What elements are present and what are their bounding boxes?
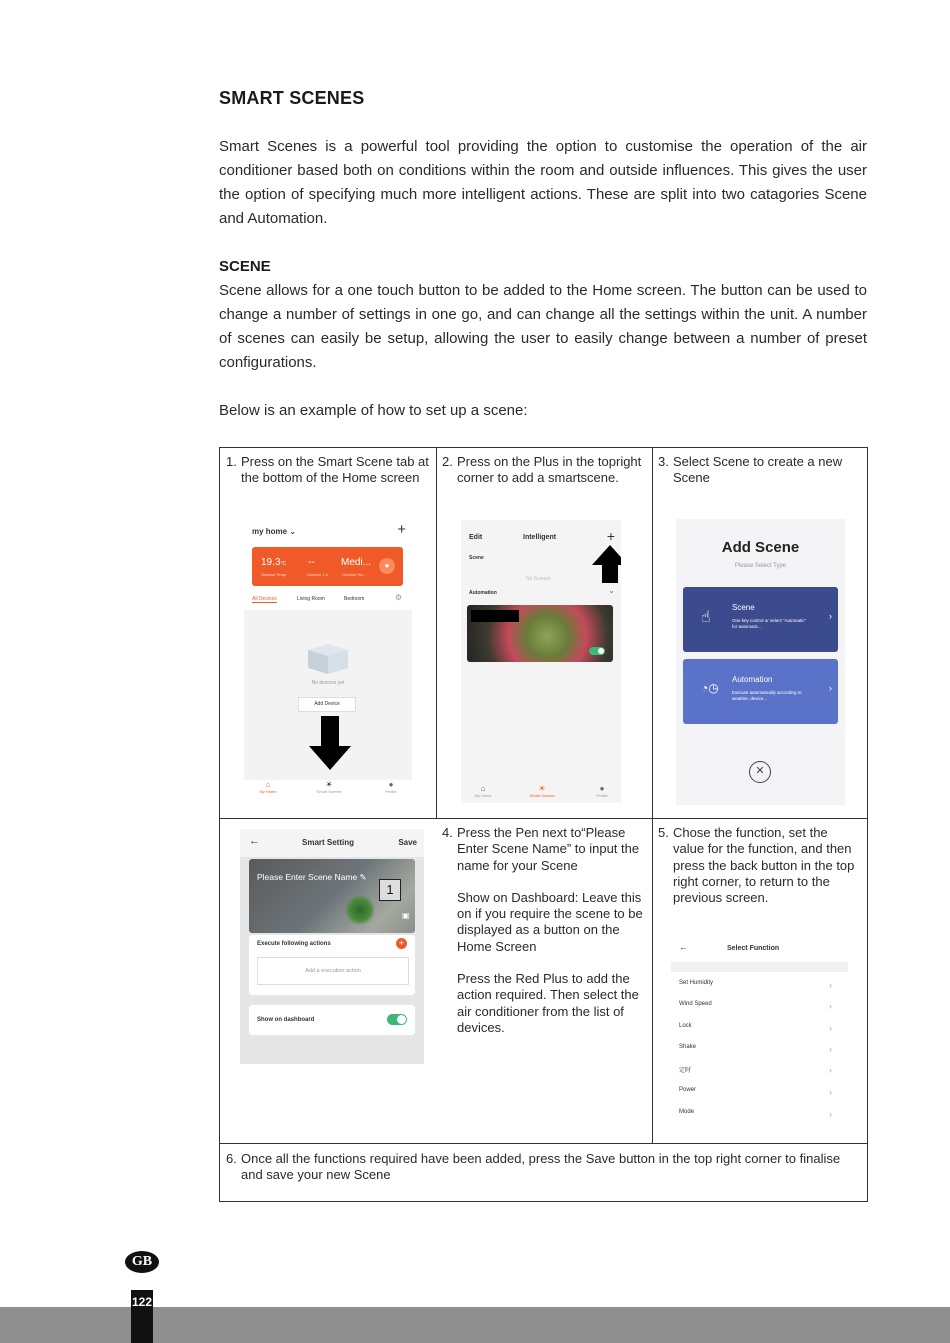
- nav-smart-scenes[interactable]: ☀ Smart Scenes: [316, 780, 342, 794]
- screenshot-intelligent: [461, 520, 621, 803]
- add-action-icon[interactable]: +: [396, 938, 407, 949]
- room-tab-living[interactable]: Living Room: [297, 596, 325, 602]
- down-arrow-icon: [309, 716, 351, 770]
- function-item[interactable]: Lock ›: [679, 1023, 832, 1033]
- steps-table: [219, 447, 868, 1202]
- hand-touch-icon: ☝: [701, 609, 711, 626]
- nav-smart-scenes[interactable]: ☀ Smart Scenes: [529, 784, 555, 798]
- weather-card: 19.3°C -- Medi... Outdoor Temp Outdoor 1:0 Outdoor Hu... ●: [252, 547, 403, 586]
- chevron-down-icon[interactable]: ⌄: [608, 586, 615, 595]
- image-icon[interactable]: ▣: [402, 911, 410, 920]
- scene-paragraph: Scene allows for a one touch button to be added to the Home screen. The button can be used to change a number of settings in one go, and can change all the settings within the unit. A number of scenes can easily be setup, allowing the user to easily change between a number of preset configurations.: [219, 282, 867, 371]
- screenshot-select-function: [671, 936, 848, 1129]
- nav-my-home[interactable]: ⌂ My Home: [474, 784, 492, 798]
- screenshot-add-scene: [676, 519, 845, 805]
- automation-section-label: Automation: [469, 590, 497, 596]
- room-settings-icon[interactable]: ⚙: [394, 593, 402, 602]
- plant-graphic: [345, 895, 375, 925]
- function-item[interactable]: Set Humidity ›: [679, 980, 832, 990]
- step-5: 5. Chose the function, set the value for the function, and then press the back button in the top right corner, to return to the previous screen.: [658, 825, 855, 906]
- smart-setting-title: Smart Setting: [302, 838, 355, 847]
- home-title: my home ⌄: [252, 527, 297, 536]
- function-item[interactable]: Wind Speed ›: [679, 1001, 832, 1011]
- mic-icon[interactable]: ●: [379, 558, 395, 574]
- scene-name-field[interactable]: Please Enter Scene Name ✎: [257, 872, 367, 882]
- number-badge: 1: [379, 879, 401, 901]
- back-arrow-icon[interactable]: ←: [679, 942, 688, 952]
- scene-heading: SCENE: [219, 258, 271, 275]
- screenshot-smart-setting: [240, 829, 424, 1064]
- step-4: 4. Press the Pen next to“Please Enter Scene Name” to input the name for your Scene Show on Dashboard: Leave this on if you require the scene to be displayed as a button on the Home Screen Press the Red Plus to add the action required. Then select the air conditioner from the list of devices.: [442, 825, 643, 1035]
- function-item[interactable]: Mode ›: [679, 1109, 832, 1119]
- automation-toggle[interactable]: [589, 647, 605, 655]
- add-scene-subtitle: Please Select Type: [734, 563, 787, 569]
- function-item[interactable]: 定时 ›: [679, 1065, 832, 1075]
- room-tab-all[interactable]: All Devices: [252, 596, 277, 602]
- page-number: 122: [131, 1295, 153, 1309]
- edit-link[interactable]: Edit: [469, 534, 483, 541]
- intelligent-header: Intelligent: [523, 534, 557, 541]
- step-2: 2. Press on the Plus in the topright corner to add a smartscene.: [442, 454, 642, 486]
- step-1: 1. Press on the Smart Scene tab at the bottom of the Home screen: [226, 454, 429, 486]
- scene-cover-image: [249, 859, 415, 933]
- add-scene-icon[interactable]: +: [606, 528, 615, 544]
- step-3: 3. Select Scene to create a new Scene: [658, 454, 843, 486]
- room-tab-bedroom[interactable]: Bedroom: [344, 596, 365, 602]
- save-button[interactable]: Save: [398, 838, 417, 847]
- automation-type-card[interactable]: ◔◷ Automation Execute automatically according to weather, device... ›: [683, 659, 838, 724]
- region-badge: GB: [125, 1251, 159, 1273]
- up-arrow-icon: [592, 545, 621, 583]
- add-device-button[interactable]: Add Device: [298, 697, 356, 712]
- add-icon[interactable]: +: [397, 521, 406, 538]
- chevron-right-icon: ›: [829, 683, 832, 693]
- automation-card[interactable]: [467, 605, 613, 662]
- actions-card: [249, 935, 415, 995]
- step-6: 6. Once all the functions required have been added, press the Save button in the top right corner to finalise and save your new Scene: [226, 1151, 841, 1183]
- show-dashboard-label: Show on dashboard: [257, 1017, 315, 1023]
- nav-profile[interactable]: ● Profile: [385, 780, 397, 794]
- back-arrow-icon[interactable]: ←: [249, 835, 260, 847]
- nav-my-home[interactable]: ⌂ My Home: [259, 780, 277, 794]
- function-item[interactable]: Shake ›: [679, 1044, 832, 1054]
- no-scenes-text: No Scenes: [526, 576, 551, 582]
- page-title: SMART SCENES: [219, 88, 365, 108]
- intro-paragraph: Smart Scenes is a powerful tool providing the option to customise the operation of the air conditioner based both on conditions within the room and outside influences. This gives the user the option of specifying much more intelligent actions. These are split into two catagories Scene and Automation.: [219, 138, 867, 227]
- nav-profile[interactable]: ● Profile: [596, 784, 608, 798]
- dashboard-toggle[interactable]: [387, 1014, 407, 1025]
- execute-actions-label: Execute following actions: [257, 941, 331, 947]
- close-icon[interactable]: ✕: [749, 761, 771, 783]
- function-item[interactable]: Power ›: [679, 1087, 832, 1097]
- scene-type-card[interactable]: ☝ Scene One key control or select “Automatic” for automatic... ›: [683, 587, 838, 652]
- example-intro: Below is an example of how to set up a scene:: [219, 402, 528, 419]
- dashboard-card: [249, 1005, 415, 1035]
- screenshot-home: [244, 518, 412, 800]
- weather-clock-icon: ◔◷: [701, 681, 719, 695]
- add-scene-title: Add Scene: [721, 539, 800, 556]
- no-devices-text: No devices yet: [311, 680, 345, 686]
- scene-section-label: Scene: [469, 555, 484, 561]
- select-function-title: Select Function: [727, 945, 780, 952]
- chevron-right-icon: ›: [829, 611, 832, 621]
- add-action-field[interactable]: Add a execution action: [257, 957, 409, 985]
- empty-box-icon: [304, 640, 352, 676]
